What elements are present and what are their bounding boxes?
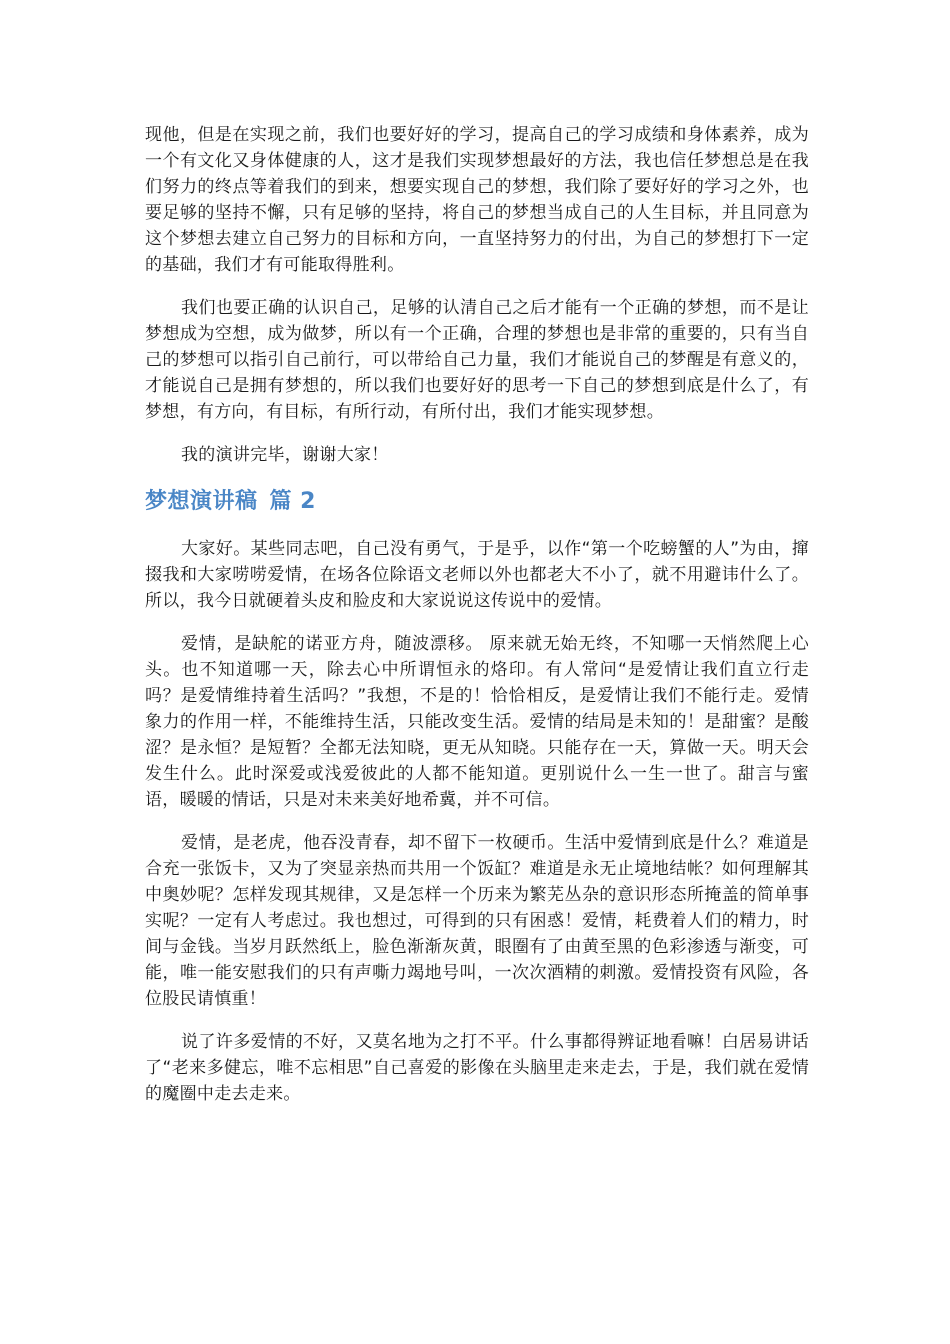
paragraph-continuation: 现他，但是在实现之前，我们也要好好的学习，提高自己的学习成绩和身体素养，成为一个有文化又身体健康的人，这才是我们实现梦想最好的方法，我也信任梦想总是在我们努力的终点等着我们的到来，想要实现自己的梦想，我们除了要好好的学习之外，也要足够的坚持不懈，只有足够的坚持，将自己的梦想当成自己的人生目标，并且同意为这个梦想去建立自己努力的目标和方向，一直坚持努力的付出，为自己的梦想打下一定的基础，我们才有可能取得胜利。 (145, 125, 809, 275)
paragraph-gap (145, 425, 809, 442)
paragraph-gap (145, 519, 809, 536)
section-heading (145, 485, 809, 519)
paragraph: 说了许多爱情的不好，又莫名地为之打不平。什么事都得辨证地看嘛！白居易讲话了“老来多健忘，唯不忘相思”自己喜爱的影像在头脑里走来走去，于是，我们就在爱情的魔圈中走去走来。 (145, 1032, 809, 1104)
paragraph-gap (145, 813, 809, 830)
paragraph: 我们也要正确的认识自己，足够的认清自己之后才能有一个正确的梦想，而不是让梦想成为空想，成为做梦，所以有一个正确，合理的梦想也是非常的重要的，只有当自己的梦想可以指引自己前行，可以带给自己力量，我们才能说自己的梦醒是有意义的，才能说自己是拥有梦想的，所以我们也要好好的思考一下自己的梦想到底是什么了，有梦想，有方向，有目标，有所行动，有所付出，我们才能实现梦想。 (145, 298, 809, 422)
closing-paragraph: 我的演讲完毕，谢谢大家！ (181, 445, 389, 465)
document-page (145, 122, 809, 1107)
paragraph: 大家好。某些同志吧，自己没有勇气，于是乎，以作“第一个吃螃蟹的人”为由，撺掇我和大家唠唠爱情，在场各位除语文老师以外也都老大不小了，就不用避讳什么了。所以，我今日就硬着头皮和脸皮和大家说说这传说中的爱情。 (145, 539, 809, 611)
section-heading-part: 篇 2 (269, 489, 316, 514)
paragraph-gap (145, 468, 809, 485)
paragraph: 爱情，是老虎，他吞没青春，却不留下一枚硬币。生活中爱情到底是什么？难道是合充一张饭卡，又为了突显亲热而共用一个饭缸？难道是永无止境地结帐？如何理解其中奥妙呢？怎样发现其规律，又是怎样一个历来为繁芜丛杂的意识形态所掩盖的简单事实呢？一定有人考虑过。我也想过，可得到的只有困惑！爱情，耗费着人们的精力，时间与金钱。当岁月跃然纸上，脸色渐渐灰黄，眼圈有了由黄至黑的色彩渗透与渐变，可能，唯一能安慰我们的只有声嘶力竭地号叫，一次次酒精的刺激。爱情投资有风险，各位股民请慎重！ (145, 833, 809, 1009)
paragraph-gap (145, 614, 809, 631)
section-heading-title: 梦想演讲稿 (145, 489, 258, 514)
paragraph-gap (145, 278, 809, 295)
paragraph-gap (145, 1012, 809, 1029)
paragraph: 爱情，是缺舵的诺亚方舟，随波漂移。 原来就无始无终，不知哪一天悄然爬上心头。也不知道哪一天，除去心中所谓恒永的烙印。有人常问“是爱情让我们直立行走吗？是爱情维持着生活吗？”我想，不是的！恰恰相反，是爱情让我们不能行走。爱情象力的作用一样，不能维持生活，只能改变生活。爱情的结局是未知的！是甜蜜？是酸涩？是永恒？是短暂？全都无法知晓，更无从知晓。只能存在一天，算做一天。明天会发生什么。此时深爱或浅爱彼此的人都不能知道。更别说什么一生一世了。甜言与蜜语，暖暖的情话，只是对未来美好地希冀，并不可信。 (145, 634, 809, 810)
